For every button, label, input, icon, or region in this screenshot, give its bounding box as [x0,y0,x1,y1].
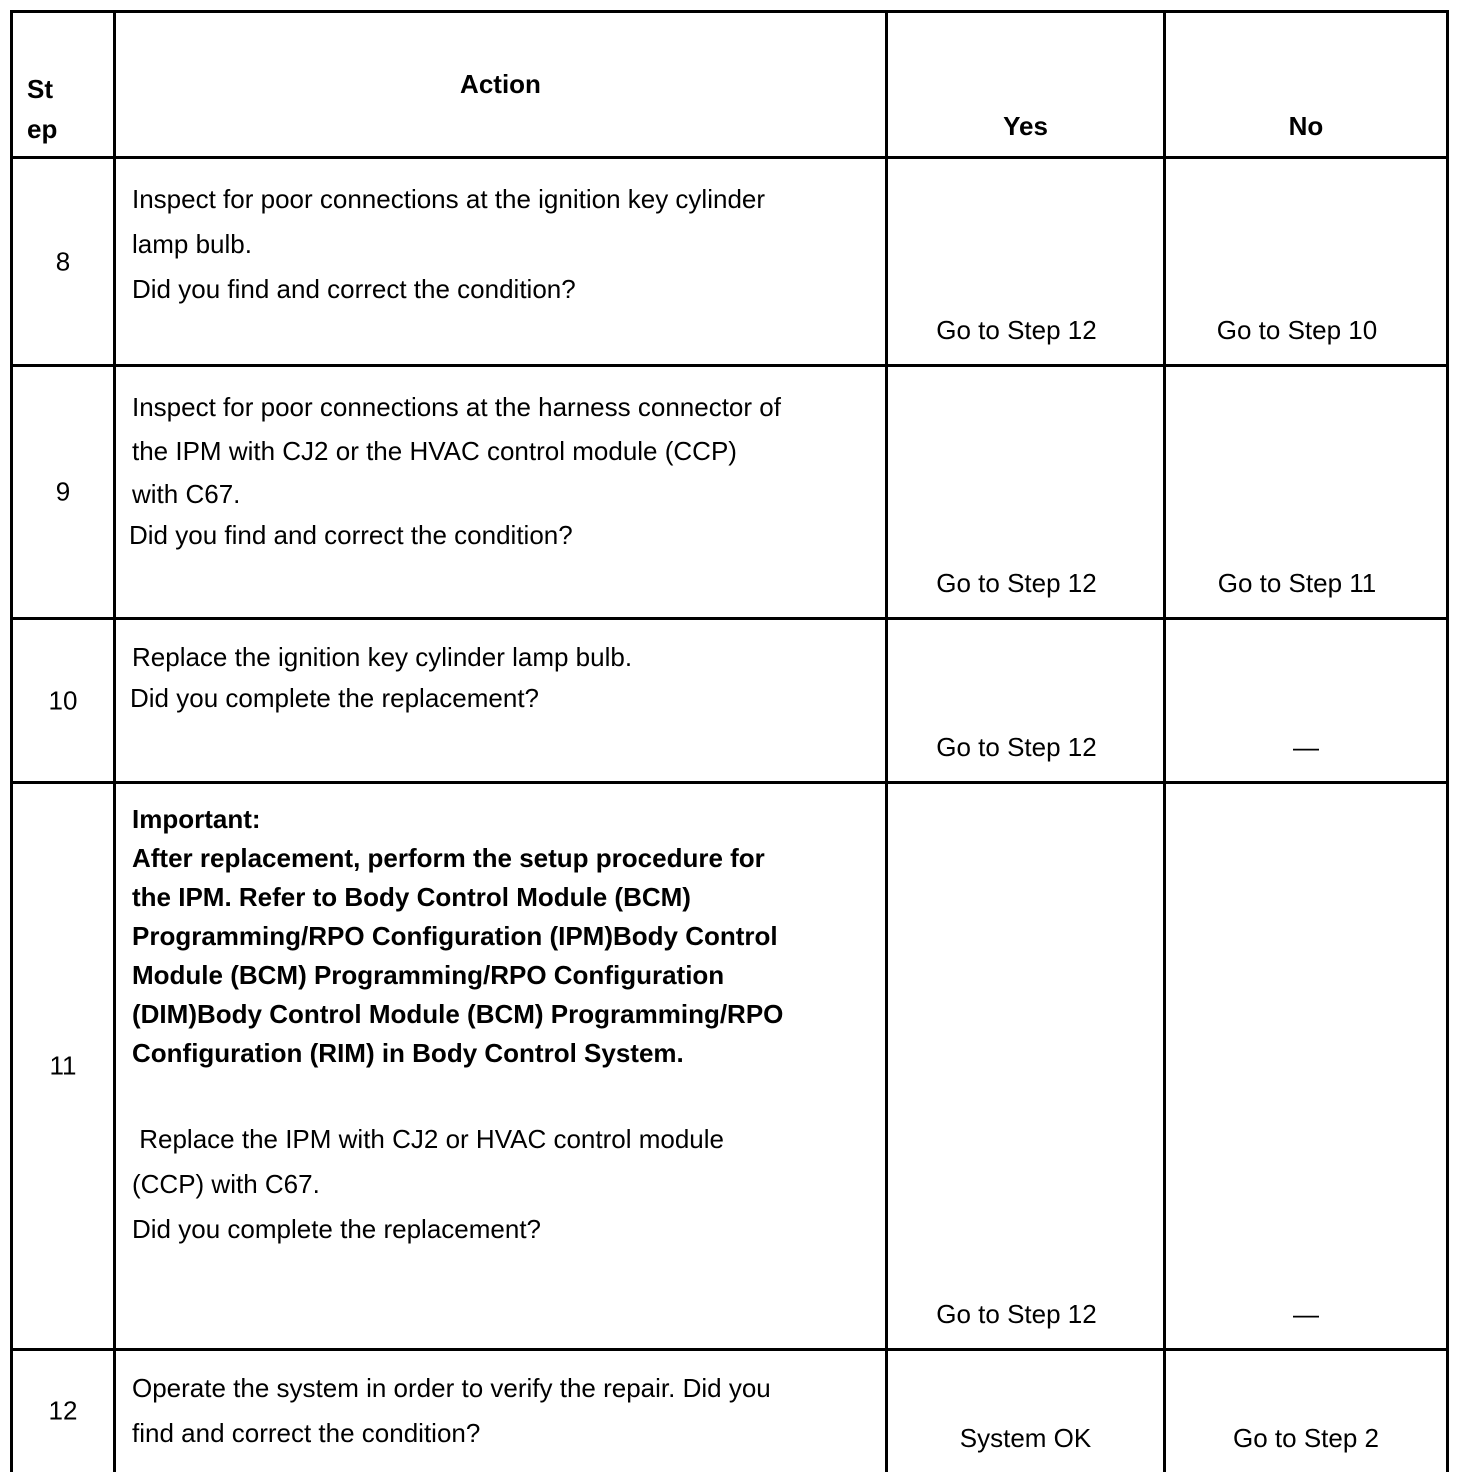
header-no [1165,12,1448,158]
no-result: Go to Step 10 [1216,315,1378,345]
action-line: Operate the system in order to verify the repair. Did you [132,1373,771,1403]
yes-result: Go to Step 12 [936,732,1097,762]
no-result: Go to Step 2 [1233,1422,1379,1453]
yes-cell [887,783,1165,1350]
header-step [12,12,115,158]
action-line: lamp bulb. [132,229,252,259]
important-line: Module (BCM) Programming/RPO Configuration [132,960,725,990]
step-number: 10 [48,685,78,715]
action-line: the IPM with CJ2 or the HVAC control module (CCP) [132,436,737,466]
step-cell [12,619,115,783]
header-no-label: No [1288,111,1324,141]
no-result: Go to Step 11 [1217,568,1377,598]
no-cell [1165,158,1448,366]
action-cell [115,619,887,783]
action-cell [115,366,887,619]
important-note [132,800,845,1073]
header-step-line1: St [27,74,53,104]
header-step-line2: ep [27,114,58,144]
yes-result: Go to Step 12 [936,568,1097,598]
table-row [12,158,1448,366]
no-cell [1165,366,1448,619]
important-line: the IPM. Refer to Body Control Module (BCM) [132,882,691,912]
important-label: Important: [132,804,261,834]
action-line: Replace the ignition key cylinder lamp bulb. [132,642,633,672]
action-line: with C67. [132,479,241,509]
step-cell [12,1350,115,1472]
table-row [12,366,1448,619]
action-question: find and correct the condition? [132,1418,481,1448]
action-line: (CCP) with C67. [132,1169,320,1199]
important-line: Programming/RPO Configuration (IPM)Body Control [132,921,778,951]
table-row [12,619,1448,783]
yes-result: System OK [959,1422,1092,1453]
action-line: Inspect for poor connections at the harness connector of [132,392,781,422]
action-line: Inspect for poor connections at the ignition key cylinder [132,184,766,214]
table-row [12,1350,1448,1472]
step-cell [12,783,115,1350]
important-line: Configuration (RIM) in Body Control System. [132,1038,684,1068]
header-action-label: Action [460,69,541,99]
action-cell [115,783,887,1350]
step-number: 9 [55,476,71,507]
step-number: 8 [55,246,71,276]
action-question: Did you complete the replacement? [130,683,540,713]
no-result: — [1293,1299,1319,1329]
no-cell [1165,783,1448,1350]
important-line: After replacement, perform the setup procedure for [132,843,765,873]
no-result: — [1293,732,1319,762]
yes-cell [887,619,1165,783]
action-cell [115,158,887,366]
no-cell [1165,1350,1448,1472]
header-yes [887,12,1165,158]
action-question: Did you complete the replacement? [132,1214,542,1244]
step-cell [12,366,115,619]
header-action [115,12,887,158]
yes-cell [887,158,1165,366]
important-line: (DIM)Body Control Module (BCM) Programming/RPO [132,999,784,1029]
action-question: Did you find and correct the condition? [132,274,576,304]
yes-cell [887,1350,1165,1472]
table-header-row [12,12,1448,158]
yes-cell [887,366,1165,619]
action-line: Replace the IPM with CJ2 or HVAC control module [132,1124,724,1154]
diagnostic-table [10,10,1449,1472]
yes-result: Go to Step 12 [936,315,1097,345]
step-number: 11 [49,1050,77,1081]
action-cell [115,1350,887,1472]
no-cell [1165,619,1448,783]
action-question: Did you find and correct the condition? [129,520,573,550]
step-number: 12 [48,1395,78,1426]
header-yes-label: Yes [1003,111,1048,141]
yes-result: Go to Step 12 [936,1299,1097,1329]
step-cell [12,158,115,366]
table-row [12,783,1448,1350]
